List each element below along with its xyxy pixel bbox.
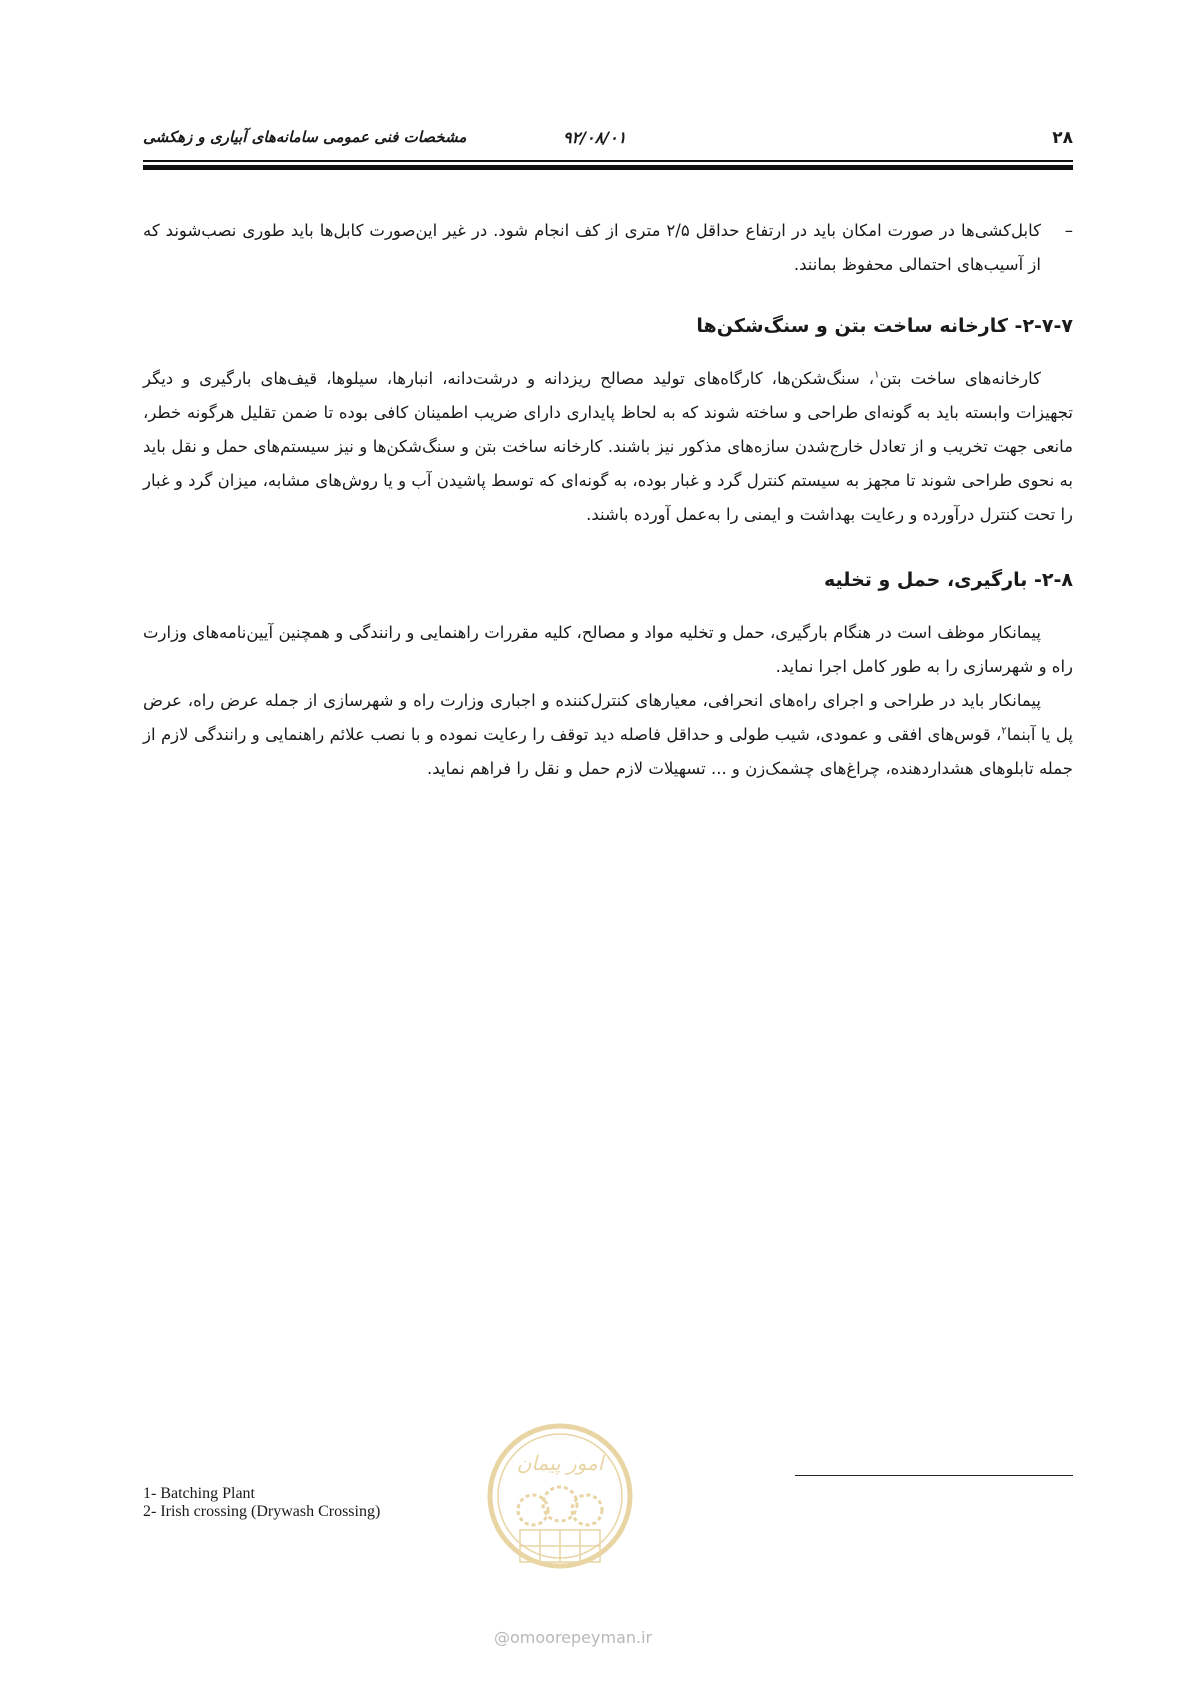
watermark-url: @omoorepeyman.ir — [494, 1628, 653, 1647]
footnote-ref-2[interactable]: ۲ — [1001, 725, 1007, 737]
bullet-dash: – — [1064, 221, 1073, 240]
page-body — [143, 214, 1073, 786]
footnote-ref-1[interactable]: ۱ — [874, 369, 880, 381]
watermark-logo-text: امور پیمان — [516, 1451, 604, 1475]
paragraph-text: ، قوس‌های افقی و عمودی، شیب طولی و حداقل فاصله دید توقف را رعایت نموده و با نصب علائم راهنمایی و رانندگی لازم از جمله تابلوهای هشداردهنده، چراغ‌های چشمک‌زن و ... تسهیلات لازم حمل و نقل را فراهم نماید. — [143, 725, 1073, 778]
loading-paragraph-1: پیمانکار موظف است در هنگام بارگیری، حمل و تخلیه مواد و مصالح، کلیه مقررات راهنمایی و رانندگی و همچنین آیین‌نامه‌های وزارت راه و شهرسازی را به طور کامل اجرا نماید. — [143, 623, 1073, 676]
footnote-2: 2- Irish crossing (Drywash Crossing) — [143, 1503, 381, 1520]
header-rule-thin — [143, 160, 1073, 162]
page-number: ۲۸ — [1052, 128, 1073, 148]
footnote-1: 1- Batching Plant — [143, 1485, 255, 1502]
header-title: مشخصات فنی عمومی سامانه‌های آبیاری و زهکشی — [143, 128, 467, 146]
footnotes — [143, 1485, 380, 1521]
watermark-logo-icon — [485, 1418, 635, 1588]
concrete-plant-paragraph — [143, 362, 1073, 532]
bullet-item — [143, 214, 1073, 282]
loading-paragraph-2 — [143, 684, 1073, 786]
section-heading-concrete-plant: ۲-۷-۷- کارخانه ساخت بتن و سنگ‌شکن‌ها — [696, 315, 1073, 337]
paragraph-text: ، سنگ‌شکن‌ها، کارگاه‌های تولید مصالح ریزدانه و درشت‌دانه، انبارها، سیلوها، قیف‌های بارگیری و دیگر تجهیزات وابسته باید به گونه‌ای طراحی و ساخته شوند که به لحاظ پایداری دارای ضریب اطمینان کافی بوده تا ضمن تقلیل هرگونه خطر، مانعی جهت تخریب و از تعادل خارج‌شدن سازه‌های مذکور نیز باشند. کارخانه ساخت بتن و سنگ‌شکن‌ها و نیز سیستم‌های حمل و نقل باید به نحوی طراحی شوند تا مجهز به سیستم کنترل گرد و غبار بوده، به گونه‌ای که توسط پاشیدن آب و یا روش‌های مشابه، میزان گرد و غبار را تحت کنترل درآورده و رعایت بهداشت و ایمنی را به‌عمل آورده باشند. — [143, 369, 1073, 524]
header-rule-thick — [143, 165, 1073, 170]
section-heading-loading: ۲-۸- بارگیری، حمل و تخلیه — [824, 569, 1073, 591]
header-date: ۹۲/۰۸/۰۱ — [563, 128, 627, 147]
page-header — [143, 126, 1073, 156]
footnote-separator — [795, 1475, 1073, 1476]
bullet-text: کابل‌کشی‌ها در صورت امکان باید در ارتفاع حداقل ۲/۵ متری از کف انجام شود. در غیر این‌صورت کابل‌ها باید طوری نصب‌شوند که از آسیب‌های احتمالی محفوظ بمانند. — [143, 221, 1041, 274]
paragraph-text: پیمانکار باید در طراحی و اجرای راه‌های انحرافی، معیارهای کنترل‌کننده و اجباری وزارت راه و شهرسازی از جمله عرض راه، عرض پل یا آبنما — [143, 691, 1073, 744]
paragraph-text: کارخانه‌های ساخت بتن — [879, 369, 1041, 388]
